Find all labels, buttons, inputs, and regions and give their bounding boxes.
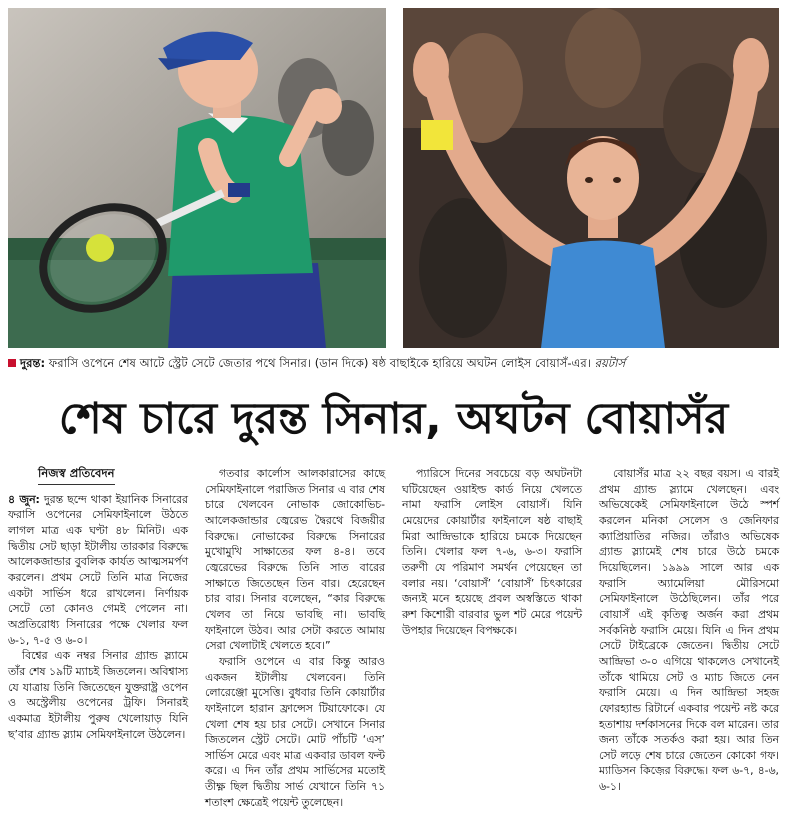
dateline: ৪ জুন: <box>8 492 40 506</box>
paragraph-5: প্যারিসে দিনের সবচেয়ে বড় অঘটনটা ঘটিয়েছেন ওয়াইল্ড কার্ড নিয়ে খেলতে নামা ফরাসি লোইস বোয়াসঁ। যিনি মেয়েদের কোয়ার্টার ফাইনালে ষষ্ঠ বাছাই মিরা আন্দ্রিভাকে হারিয়ে চমকে দিয়েছেন তিনি। খেলার ফল ৭-৬, ৬-৩। ফরাসি তরুণী যে পরিমাণ সমর্থন পেয়েছেন তা বলার নয়। ‘বোয়াসঁ’ ‘বোয়াসঁ’ চিৎকারের জন্যই মনে হয়েছে প্রবল অস্বস্তিতে থাকা রুশ কিশোরী বারবার ভুল শট মেরে পয়েন্ট উপহার দিয়েছেন বিপক্ষকে। <box>402 467 582 637</box>
article-column-4 <box>599 466 779 795</box>
paragraph-1 <box>8 492 188 649</box>
caption-text: ফরাসি ওপেনে শেষ আটে স্ট্রেট সেটে জেতার পথে সিনার। (ডান দিকে) ষষ্ঠ বাছাইকে হারিয়ে অঘটন লোইস বোয়াসঁ-এর। <box>45 356 591 370</box>
sinner-photo-illustration <box>8 8 386 348</box>
article-column-3 <box>402 466 582 638</box>
caption-credit: রয়টার্স <box>590 356 626 370</box>
paragraph-6: বোয়াসঁর মাত্র ২২ বছর বয়স। এ বারই প্রথম গ্র্যান্ড স্ল্যামে খেলছেন। এবং অভিষেকেই সেমিফাইনালে উঠে স্পর্শ করলেন মনিকা সেলেস ও জেনিফার ক্যাপ্রিয়াতির নজির। তাঁরাও অভিষেক গ্র্যান্ড স্ল্যামেই শেষ চারে উঠে চমকে দিয়েছিলেন। ১৯৯৯ সালে আর এক ফরাসি অ্যামেলিয়া মৌরিসমো সেমিফাইনালে উঠেছিলেন। তাঁর পরে বোয়াসঁ এই কৃতিত্ব অর্জন করা প্রথম সর্বকনিষ্ঠ ফরাসি মেয়ে। যিনি এ দিন প্রথম সেটে টাইব্রেকে জেতেন। দ্বিতীয় সেটে আন্দ্রিভা ৩-০ এগিয়ে থাকলেও সেখানেই তাঁকে থামিয়ে সেট ও ম্যাচ জিতে নেন ফরাসি মেয়ে। এ দিন আন্দ্রিভা সহজ ফোরহ্যান্ড রিটার্নে একবার পয়েন্ট নষ্ট করে হতাশায় দর্শকাসনের দিকে বল মারেন। তার জন্য তাঁকে সতর্কও করা হয়। আর তিন সেট লড়ে শেষ চারে জেতেন কোকো গফ। ম্যাডিসন কিজ়ের বিরুদ্ধে। ফল ৬-৭, ৪-৬, ৬-১। <box>599 467 779 794</box>
paragraph-2: বিশ্বের এক নম্বর সিনার গ্র্যান্ড স্ল্যামে তাঁর শেষ ১৯টি ম্যাচই জিতলেন। অবিশ্বাস্য যে যাত্রায় তিনি জিতেছেন যুক্তরাষ্ট্র ওপেন ও অস্ট্রেলীয় ওপেনের ট্রফি। সিনারই একমাত্র ইটালীয় পুরুষ খেলোয়াড় যিনি ছ’বার গ্র্যান্ড স্ল্যাম সেমিফাইনালে উঠলেন। <box>8 649 188 741</box>
boisson-photo-illustration <box>403 8 779 348</box>
photo-boisson <box>403 8 779 348</box>
caption-marker-icon <box>8 359 16 367</box>
article-column-2 <box>205 466 385 810</box>
photo-sinner <box>8 8 386 348</box>
photo-caption <box>8 355 779 371</box>
paragraph-3: গতবার কার্লোস আলকারাসের কাছে সেমিফাইনালে পরাজিত সিনার এ বার শেষ চারে খেলবেন নোভাক জোকোভিচ-আলেকজান্ডার জ্বেরেভ দ্বৈরথে বিজয়ীর বিরুদ্ধে। নোভাকের বিরুদ্ধে সিনারের মুখোমুখি সাক্ষাতের ফল ৪-৪। তবে জ্বেরেভের বিরুদ্ধে তিনি সাত বারের সাক্ষাতে জিতেছেন তিন বার। হেরেছেন চার বার। সিনার বলেছেন, “কার বিরুদ্ধে খেলব তা নিয়ে ভাবছি না। ভাবছি ফাইনালে উঠব। আর সেটা করতে আমায় সেরা খেলাটাই খেলতে হবে।” <box>205 467 385 653</box>
headline: শেষ চারে দুরন্ত সিনার, অঘটন বোয়াসঁর <box>58 394 729 444</box>
paragraph-4: ফরাসি ওপেনে এ বার কিন্তু আরও একজন ইটালীয় খেলবেন। তিনি লোরেঞ্জো মুসেত্তি। বুধবার তিনি কোয়ার্টার ফাইনালে হারান ফ্রান্সেস টিয়াফোকে। যে খেলা শেষ হয় চার সেটে। সেখানে সিনার জিতলেন স্ট্রেট সেটে। মোট পাঁচটি ‘এস’ সার্ভিস মেরে এবং মাত্র একবার ডাবল ফল্ট করে। এ দিন তাঁর প্রথম সার্ভিসের মতোই তীক্ষ্ণ ছিল দ্বিতীয় সার্ভ যেখানে তিনি ৭১ শতাংশ ক্ষেত্রেই পয়েন্ট তুলেছেন। <box>205 654 385 809</box>
byline: নিজস্ব প্রতিবেদন <box>38 466 115 485</box>
article-column-1 <box>8 466 188 742</box>
paragraph-1-text: দুরন্ত ছন্দে থাকা ইয়ানিক সিনারের ফরাসি ওপেনের সেমিফাইনালে উঠতে লাগল মাত্র এক ঘণ্টা ৪৮ মিনিট। এক দ্বিতীয় সেট ছাড়া ইটালীয় তারকার বিরুদ্ধে আলেকজান্ডার বুবলিক কার্যত আত্মসমর্পণ করলেন। প্রথম সেটে তিনি মাত্র নিজের একটা সার্ভিস ধরে রাখলেন। নির্ণায়ক সেটে তো কোনও গেমই পেলেন না। অপ্রতিরোধ্য সিনারের পক্ষে খেলার ফল ৬-১, ৭-৫ ও ৬-০। <box>8 492 188 647</box>
caption-lead: দুরন্ত: <box>20 356 46 370</box>
